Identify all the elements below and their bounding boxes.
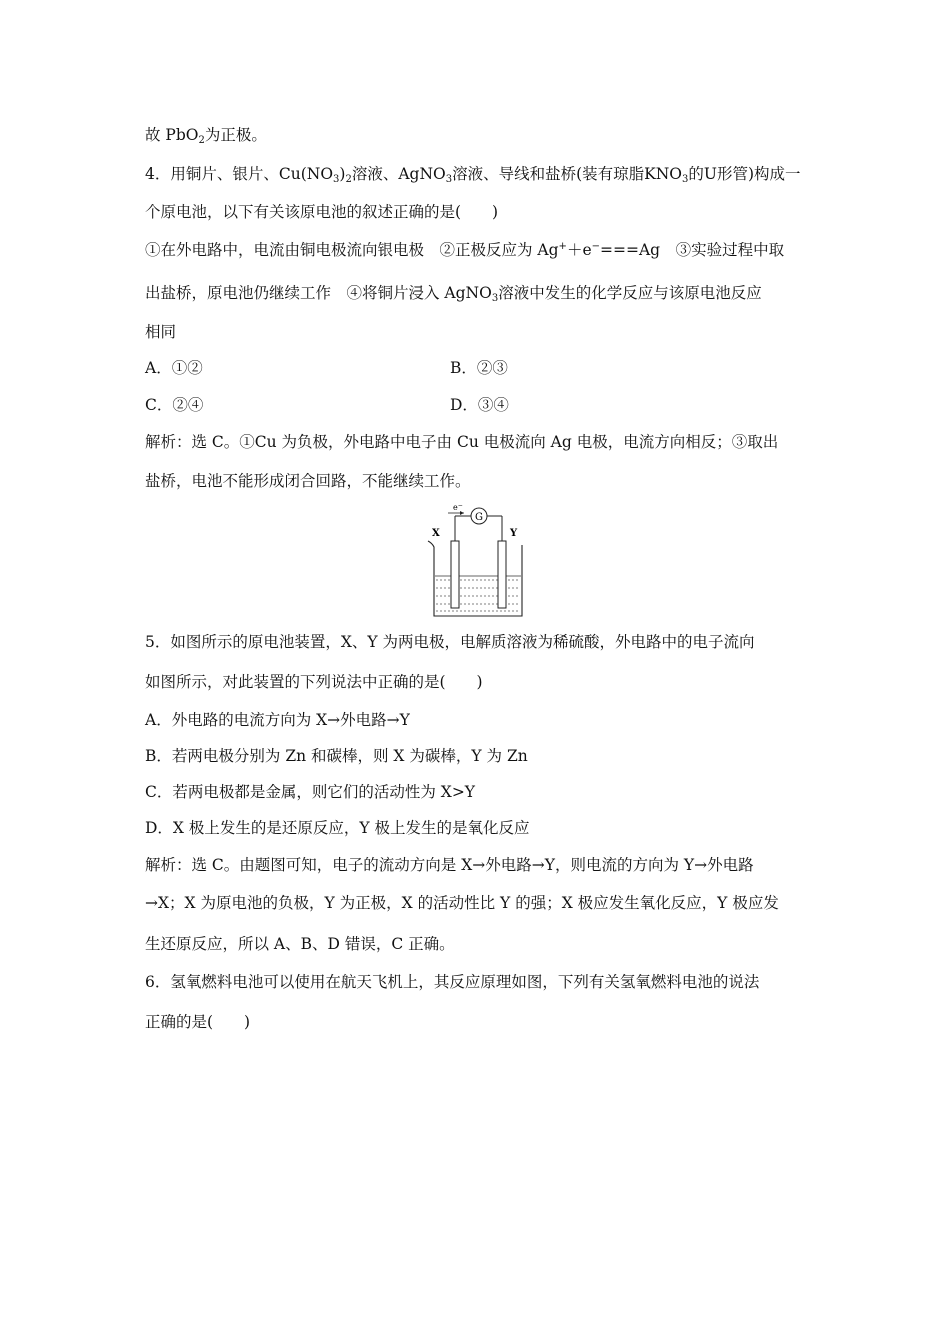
question-4-statements: ①在外电路中，电流由铜电极流向银电极 ②正极反应为 Ag+＋e−===Ag ③实验过程中取: [145, 241, 785, 259]
electrode-x-label: X: [432, 528, 440, 539]
electrode-y: [498, 541, 506, 608]
option-c: C．若两电极都是金属，则它们的活动性为 X>Y: [145, 783, 476, 801]
question-4-stem-cont: 个原电池，以下有关该原电池的叙述正确的是( ): [145, 203, 499, 221]
answer-4-explanation-cont: 盐桥，电池不能形成闭合回路，不能继续工作。: [145, 472, 471, 490]
option-b: B．②③: [450, 359, 508, 377]
question-6-stem-cont: 正确的是( ): [145, 1013, 251, 1031]
question-4-statements-cont: 出盐桥，原电池仍继续工作 ④将铜片浸入 AgNO$_3$溶液中发生的化学反应与该原电池反应: [145, 284, 762, 304]
option-a: A．①②: [145, 359, 203, 377]
answer-5-explanation-end: 生还原反应，所以 A、B、D 错误，C 正确。: [145, 935, 455, 953]
question-5-stem: 5．如图所示的原电池装置，X、Y 为两电极，电解质溶液为稀硫酸，外电路中的电子流向: [145, 633, 755, 651]
text-line: 故 PbO$_2$为正极。: [145, 126, 267, 146]
option-c: C．②④: [145, 396, 204, 414]
galvanometer-label: G: [475, 512, 483, 523]
electron-label: e−: [453, 503, 463, 512]
answer-4-explanation: 解析：选 C。①Cu 为负极，外电路中电子由 Cu 电极流向 Ag 电极，电流方向相反；③取出: [145, 433, 779, 451]
question-4-stem: 4．用铜片、银片、$Cu(NO_3)_2$溶液、AgNO$_3$溶液、导线和盐桥(装有琼脂$KNO_3$的U形管)构成一: [145, 165, 801, 185]
electrode-y-label: Y: [510, 528, 518, 539]
electrode-x: [451, 541, 459, 608]
question-5-stem-cont: 如图所示，对此装置的下列说法中正确的是( ): [145, 673, 483, 691]
electron-arrowhead: [460, 511, 464, 515]
electrolyte-solution: [436, 580, 520, 611]
question-6-stem: 6．氢氧燃料电池可以使用在航天飞机上，其反应原理如图，下列有关氢氧燃料电池的说法: [145, 973, 760, 991]
answer-5-explanation: 解析：选 C。由题图可知，电子的流动方向是 X→外电路→Y，则电流的方向为 Y→外电路: [145, 856, 754, 874]
option-b: B．若两电极分别为 Zn 和碳棒，则 X 为碳棒，Y 为 Zn: [145, 747, 528, 765]
answer-5-explanation-cont: →X；X 为原电池的负极，Y 为正极，X 的活动性比 Y 的强；X 极应发生氧化反应，Y 极应发: [145, 894, 779, 912]
option-a: A．外电路的电流方向为 X→外电路→Y: [145, 711, 410, 729]
beaker: [428, 541, 522, 616]
question-4-statements-end: 相同: [145, 323, 177, 341]
galvanic-cell-diagram: [424, 503, 528, 621]
option-d: D．X 极上发生的是还原反应，Y 极上发生的是氧化反应: [145, 819, 530, 837]
option-d: D．③④: [450, 396, 509, 414]
